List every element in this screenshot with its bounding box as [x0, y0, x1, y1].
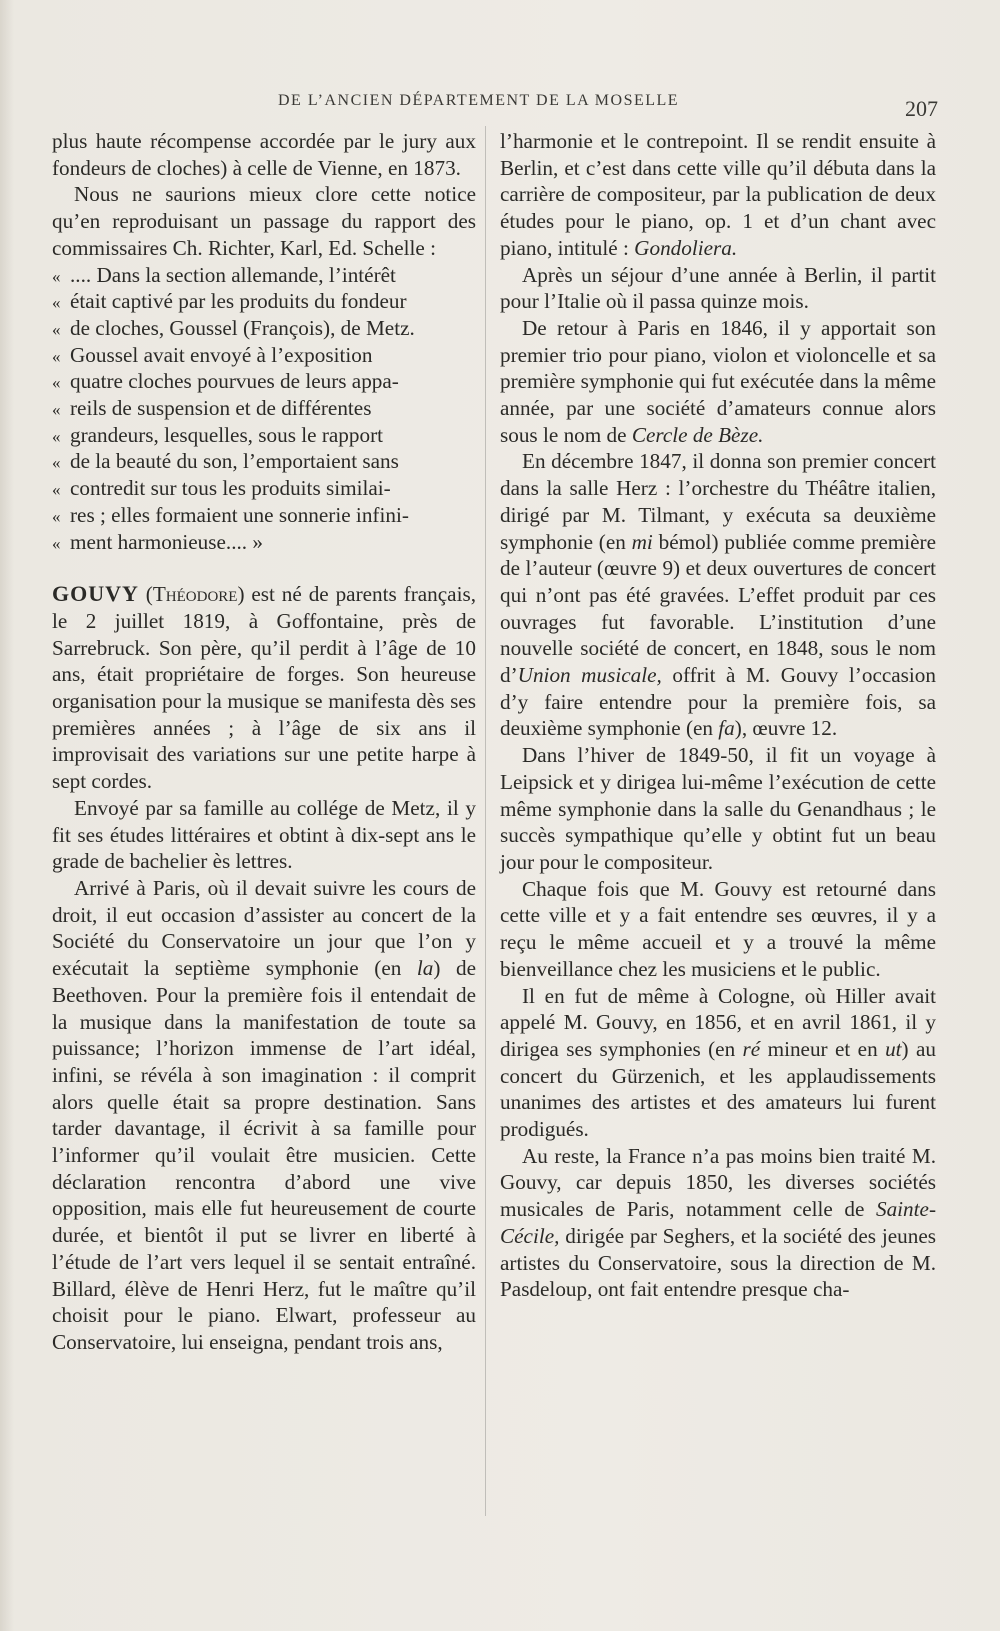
quote-line [52, 422, 476, 449]
paragraph [500, 128, 936, 262]
quotation-block [52, 262, 476, 556]
text-run: bémol) publiée comme première de l’auteur (œuvre 9) et deux ouvertures de concert qui n’ont pas été gravées. L’effet produit par ces ouvrages fut favorable. L’institution d’une nouvelle société de concert, en 1848, sous le nom d’ [500, 529, 936, 688]
italic-key: fa [718, 716, 735, 741]
quote-line [52, 288, 476, 315]
quote-mark: « [52, 346, 61, 366]
text-run: dirigée par Seghers, et la société des jeunes artistes du Conservatoire, sous la direction de M. Pasdeloup, ont fait entendre presque cha- [500, 1223, 936, 1302]
quote-text: était captivé par les produits du fondeur [70, 289, 407, 314]
paragraph [500, 983, 936, 1143]
quote-line [52, 315, 476, 342]
italic-key: ut [885, 1036, 902, 1061]
quote-line [52, 342, 476, 369]
paragraph: plus haute récompense accordée par le jury aux fondeurs de cloches) à celle de Vienne, en 1873. [52, 129, 476, 180]
quote-text: ment harmonieuse.... » [70, 529, 263, 554]
quote-line [52, 529, 476, 556]
quote-mark: « [52, 266, 61, 286]
quote-text: de cloches, Goussel (François), de Metz. [70, 315, 415, 340]
quote-text: grandeurs, lesquelles, sous le rapport [70, 422, 384, 447]
text-run: Arrivé à Paris, où il devait suivre les cours de droit, il eut occasion d’assister au concert de la Société du Conservatoire un jour que l’on y exécutait la septième symphonie (en [52, 875, 476, 981]
italic-title: Union musicale, [517, 663, 662, 688]
quote-line [52, 262, 476, 289]
quote-text: Goussel avait envoyé à l’exposition [70, 342, 373, 367]
italic-key: la [416, 956, 434, 981]
quote-line [52, 475, 476, 502]
paragraph: Envoyé par sa famille au collége de Metz, il y fit ses études littéraires et obtint à dix-sept ans le grade de bachelier ès lettres. [52, 795, 476, 874]
quote-mark: « [52, 506, 61, 526]
text-run: mineur et en [760, 1036, 886, 1061]
paragraph: Dans l’hiver de 1849-50, il fit un voyage à Leipsick et y dirigea lui-même l’exécution de cette même symphonie dans la salle du Genandhaus ; le succès sympathique qu’elle y obtint fut un beau jour pour le compositeur. [500, 743, 936, 874]
quote-line [52, 448, 476, 475]
text-run: ), œuvre 12. [734, 716, 838, 741]
italic-title: Cercle de Bèze. [631, 422, 764, 447]
paragraph [500, 1143, 936, 1303]
column-gutter [485, 126, 486, 1516]
quote-mark: « [52, 400, 61, 420]
quote-text: reils de suspension et de différentes [70, 396, 372, 421]
quote-mark: « [52, 319, 61, 339]
text-run: l’harmonie et le contrepoint. Il se rendit ensuite à Berlin, et c’est dans cette ville qu’il débuta dans la carrière de compositeur, par la publication de deux études pour le piano, op. 1 et d’un chant avec piano, intitulé : [500, 129, 936, 260]
paragraph: Après un séjour d’une année à Berlin, il partit pour l’Italie où il passa quinze mois. [500, 262, 936, 314]
italic-title: Sainte-Cécile, [500, 1197, 936, 1248]
text-run: Il en fut de même à Cologne, où Hiller avait appelé M. Gouvy, en 1856, et en avril 1861, il y dirigea ses symphonies (en [500, 983, 936, 1061]
quote-mark: « [52, 426, 61, 446]
paragraph: Nous ne saurions mieux clore cette notice qu’en reproduisant un passage du rapport des commissaires Ch. Richter, Karl, Ed. Schelle : [52, 182, 476, 260]
paragraph [500, 448, 936, 742]
text-run: De retour à Paris en 1846, il y apportait son premier trio pour piano, violon et violoncelle et sa première symphonie qui fut exécutée dans la même année, par une société d’amateurs connue alors sous le nom de [500, 315, 936, 447]
quote-line [52, 395, 476, 422]
text-run: offrit à M. Gouvy l’occasion d’y faire entendre pour la première fois, sa deuxième symphonie (en [500, 663, 936, 741]
quote-mark: « [52, 480, 61, 500]
italic-key: mi [631, 529, 653, 554]
entry-spacer [52, 555, 476, 581]
quote-line [52, 502, 476, 529]
quote-text: res ; elles formaient une sonnerie infini- [70, 502, 409, 527]
entry-text: est né de parents français, le 2 juillet 1819, à Goffontaine, près de Sarrebruck. Son père, qu’il perdit à l’âge de 10 ans, était propriétaire de forges. Son heureuse organisation pour la musique se manifesta dès ses premières années ; à l’âge de six ans il improvisait des variations sur une petite harpe à sept cordes. [52, 582, 477, 794]
page-number: 207 [905, 96, 938, 121]
quote-mark: « [52, 533, 61, 553]
paragraph: Chaque fois que M. Gouvy est retourné dans cette ville et y a fait entendre ses œuvres, il y a reçu le même accueil et y a trouvé la même bienveillance chez les musiciens et le public. [500, 876, 936, 981]
quote-mark: « [52, 293, 61, 313]
entry-paragraph [52, 581, 476, 795]
quote-mark: « [52, 453, 61, 473]
running-title: DE L’ANCIEN DÉPARTEMENT DE LA MOSELLE [278, 92, 680, 109]
left-column [52, 128, 476, 1356]
quote-mark: « [52, 373, 61, 393]
text-run: ) au concert du Gürzenich, et les applaudissements unanimes des artistes et des amateurs lui furent prodigués. [500, 1036, 936, 1142]
italic-title: Gondoliera. [634, 235, 738, 260]
entry-name: GOUVY [52, 581, 139, 607]
paragraph [500, 315, 936, 449]
italic-key: ré [742, 1036, 761, 1061]
quote-text: quatre cloches pourvues de leurs appa- [70, 369, 399, 394]
quote-text: .... Dans la section allemande, l’intérêt [70, 262, 396, 287]
text-run: Au reste, la France n’a pas moins bien traité M. Gouvy, car depuis 1850, les diverses sociétés musicales de Paris, notamment celle de [500, 1143, 936, 1222]
quote-text: contredit sur tous les produits similai- [70, 476, 391, 501]
paragraph [52, 875, 476, 1356]
entry-firstname: (Théodore) [145, 582, 245, 607]
quote-line [52, 368, 476, 395]
right-column [500, 128, 936, 1303]
text-run: En décembre 1847, il donna son premier concert dans la salle Herz : l’orchestre du Théâtre italien, dirigé par M. Tilmant, y exécuta sa deuxième symphonie (en [500, 449, 936, 554]
text-run: ) de Beethoven. Pour la première fois il entendait de la musique dans la manifestation de toute sa puissance; l’horizon immense de l’art idéal, infini, se révéla à son imagination : il comprit alors quelle était sa propre destination. Sans tarder davantage, il écrivit à sa famille pour l’informer qu’il voulait être musicien. Cette déclaration rencontra d’abord une vive opposition, mais elle fut heureusement de courte durée, et bientôt il put se livrer en liberté à l’étude de l’art vers lequel il se sentait entraîné. Billard, élève de Henri Herz, fut le maître qu’il choisit pour le piano. Elwart, professeur au Conservatoire, lui enseigna, pendant trois ans, [52, 956, 476, 1354]
quote-text: de la beauté du son, l’emportaient sans [70, 449, 399, 474]
